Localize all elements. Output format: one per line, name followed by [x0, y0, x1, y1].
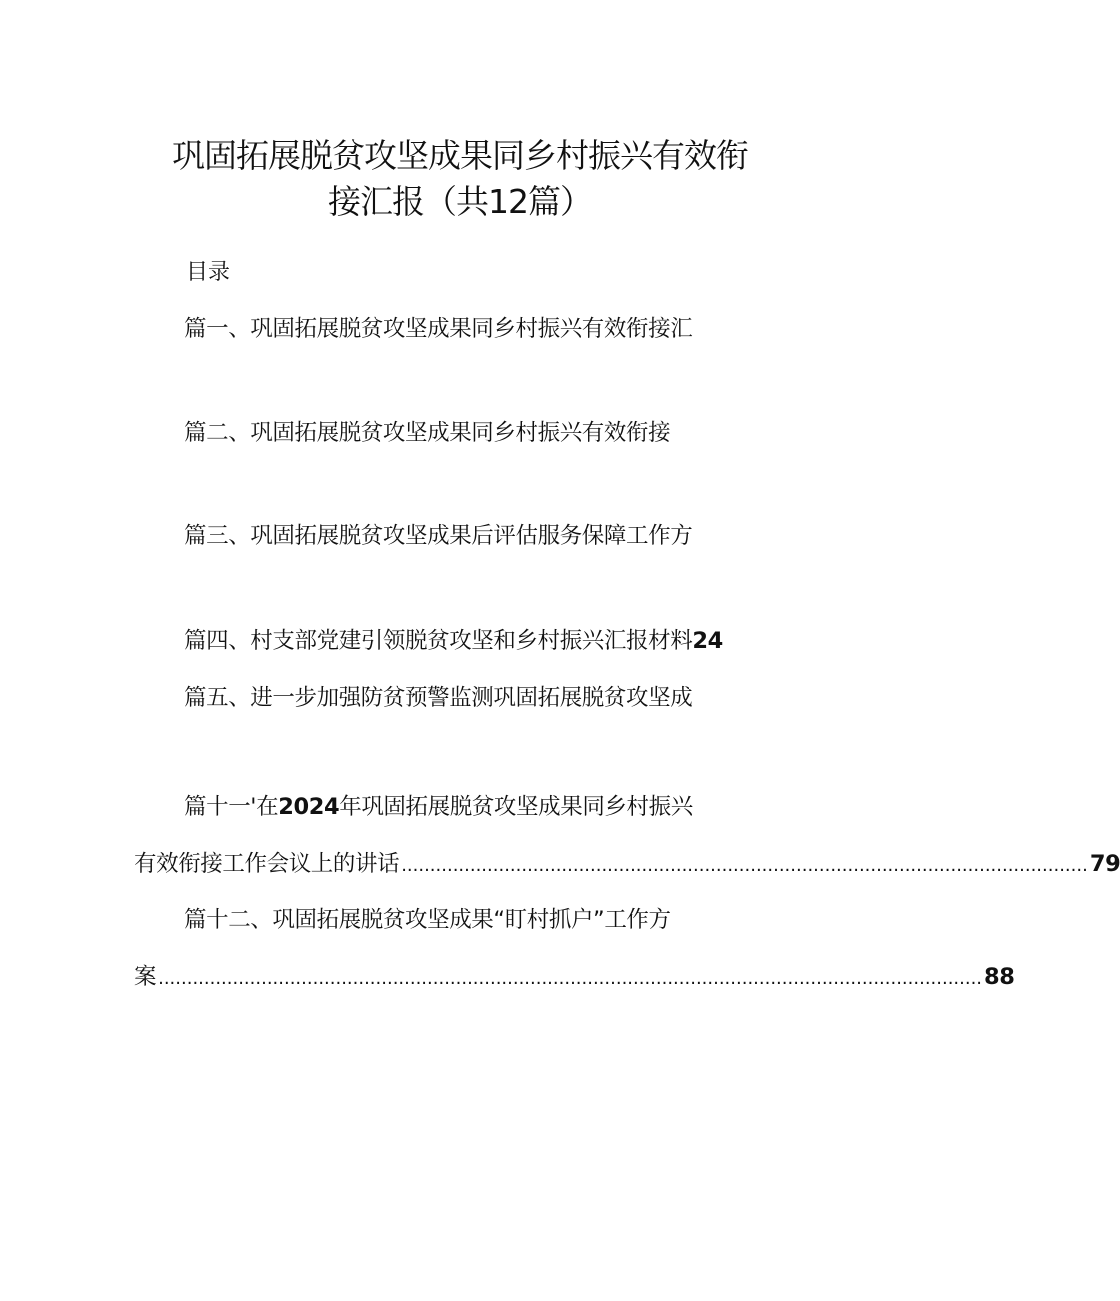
- toc-entry-12[interactable]: [184, 905, 671, 935]
- document-title-line1: 巩固拓展脱贫攻坚成果同乡村振兴有效衔: [172, 136, 748, 175]
- toc-entry-12-continuation[interactable]: [134, 962, 1015, 994]
- toc-entry-5[interactable]: [184, 683, 692, 713]
- toc-entry-11[interactable]: [184, 792, 693, 822]
- toc-heading: 目录: [186, 260, 231, 285]
- document-title-line2: 接汇报（共12篇）: [328, 182, 592, 221]
- toc-entry-11-prefix: 篇十一'在: [184, 794, 279, 820]
- toc-entry-11-leader-dots: ........................................................................................................................: [401, 855, 1088, 876]
- toc-entry-1-text: 篇一、巩固拓展脱贫攻坚成果同乡村振兴有效衔接汇: [184, 316, 693, 342]
- toc-entry-12-leader-dots: ................................................................................................................................................: [158, 968, 983, 989]
- toc-entry-4-page-number: 24: [692, 628, 723, 654]
- toc-entry-5-text: 篇五、进一步加强防贫预警监测巩固拓展脱贫攻坚成: [184, 685, 693, 711]
- toc-entry-2-text: 篇二、巩固拓展脱贫攻坚成果同乡村振兴有效衔接: [184, 420, 671, 446]
- toc-entry-3[interactable]: [184, 521, 692, 551]
- toc-entry-11-line2: 有效衔接工作会议上的讲话: [134, 851, 400, 877]
- toc-entry-12-page-number: 88: [984, 964, 1015, 990]
- toc-entry-12-line1: 篇十二、巩固拓展脱贫攻坚成果“盯村抓户”工作方: [184, 907, 671, 933]
- toc-entry-4[interactable]: [184, 626, 723, 656]
- toc-entry-11-year: 2024: [278, 794, 340, 820]
- toc-entry-12-line2: 案: [134, 964, 157, 990]
- toc-entry-3-text: 篇三、巩固拓展脱贫攻坚成果后评估服务保障工作方: [184, 523, 693, 549]
- toc-entry-2[interactable]: [184, 418, 670, 448]
- toc-entry-11-line1-rest: 年巩固拓展脱贫攻坚成果同乡村振兴: [339, 794, 693, 820]
- toc-entry-11-page-number: 79: [1089, 851, 1120, 877]
- toc-entry-11-continuation[interactable]: [134, 849, 1120, 881]
- toc-entry-4-text: 篇四、村支部党建引领脱贫攻坚和乡村振兴汇报材料: [184, 628, 693, 654]
- toc-entry-1[interactable]: [184, 314, 692, 344]
